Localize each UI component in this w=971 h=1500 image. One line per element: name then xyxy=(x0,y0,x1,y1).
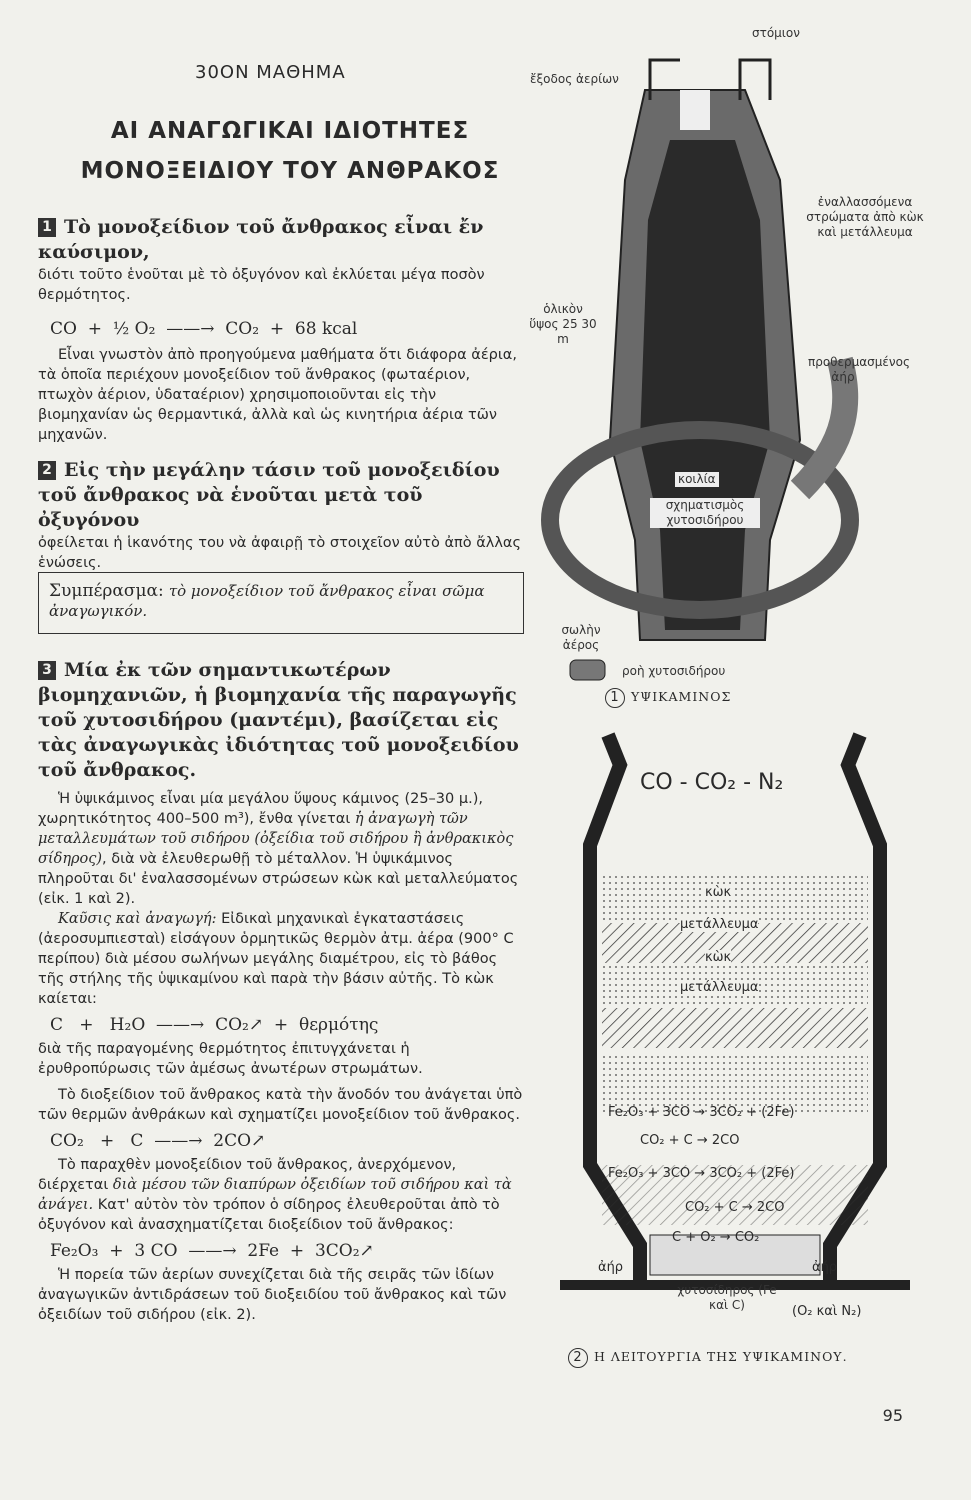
reaction-5: C + O₂ → CO₂ xyxy=(672,1230,760,1245)
lesson-number: 30ΟΝ ΜΑΘΗΜΑ xyxy=(195,62,346,83)
section-3-paragraph-4: Τὸ διοξείδιον τοῦ ἄνθρακος κατὰ τὴν ἄνοδόν του ἀνάγεται ὑπὸ τῶν θερμῶν ἀνθράκων καὶ σχηματίζει μονοξείδιον τοῦ ἄνθρακος. xyxy=(38,1087,523,1123)
layer-coke-1 xyxy=(602,873,868,923)
section-1 xyxy=(38,215,526,445)
gas-mixture-label: CO - CO₂ - N₂ xyxy=(640,770,784,795)
reaction-4: CO₂ + C → 2CO xyxy=(685,1200,785,1215)
label-coke-1: κὼκ xyxy=(705,885,732,900)
label-gas-exit: ἔξοδος ἀερίων xyxy=(530,72,619,86)
conclusion-label: Συμπέρασμα: xyxy=(49,581,164,601)
conclusion-box xyxy=(38,572,524,634)
layer-ore-2 xyxy=(602,1008,868,1048)
label-ore-1: μετάλλευμα xyxy=(680,917,759,932)
section-3-paragraph-1: Ἡ ὑψικάμινος εἶναι μία μεγάλου ὕψους κάμινος (25–30 μ.), χωρητικότητος 400–500 m³), ἔνθα γίνεται ἡ ἀναγωγὴ τῶν μεταλλευμάτων τοῦ σιδήρου (ὀξείδια τοῦ σιδήρου ἢ ἀνθρακικὸς σίδηρος), διὰ νὰ ἐλευθερωθῇ τὸ μέταλλον. Ἡ ὑψικάμινος πληροῦται δι' ἐναλασσομένων στρώσεων κὼκ καὶ μεταλλεύματος (εἰκ. 1 καὶ 2). xyxy=(38,791,519,907)
label-air-left: ἀήρ xyxy=(598,1260,624,1275)
label-ore-2: μετάλλευμα xyxy=(680,980,759,995)
section-3-paragraph-6: Ἡ πορεία τῶν ἀερίων συνεχίζεται διὰ τῆς σειρᾶς τῶν ἰδίων ἀναγωγικῶν ἀντιδράσεων τοῦ διοξειδίου τοῦ ἄνθρακος καὶ τῶν ὀξειδίων τοῦ σιδήρου (εἰκ. 2). xyxy=(38,1267,507,1323)
section-2-text: ὀφείλεται ἡ ἱκανότης του νὰ ἀφαιρῇ τὸ στοιχεῖον αὐτὸ ἀπὸ ἄλλας ἑνώσεις. xyxy=(38,535,522,571)
section-3-paragraph-3: διὰ τῆς παραγομένης θερμότητος ἐπιτυγχάνεται ἡ ἐρυθροπύρωσις τῶν ἀμέσως ἀνωτέρων στρωμάτων. xyxy=(38,1041,423,1077)
figure-number: 2 xyxy=(568,1348,588,1368)
section-3 xyxy=(38,658,526,1325)
section-3-heading: Μία ἐκ τῶν σημαντικωτέρων βιομηχανιῶν, ἡ βιομηχανία τῆς παραγωγῆς τοῦ χυτοσιδήρου (μαντέμι), βασίζεται εἰς τὰς ἀναγωγικὰς ἰδιότητας τοῦ μονοξειδίου τοῦ ἄνθρακος. xyxy=(38,659,519,781)
section-3-paragraph-2: Καῦσις καὶ ἀναγωγή: Εἰδικαὶ μηχανικαὶ ἐγκαταστάσεις (ἀεροσυμπιεσταὶ) εἰσάγουν ὁρμητικῶς θερμὸν ἀτμ. ἀέρα (900° C περίπου) διὰ μέσου σωλήνων μεγάλης διαμέτρου, εἰς τὸ βάθος τῆς στήλης τῆς ὑψικαμίνου καὶ παρὰ τὴν βάσιν αὐτῆς. Τὸ κὼκ καίεται: xyxy=(38,911,514,1007)
reaction-3: Fe₂O₃ + 3CO → 3CO₂ + (2Fe) xyxy=(608,1166,795,1181)
label-coke-2: κὼκ xyxy=(705,950,732,965)
label-cast-iron-flow: ροὴ χυτοσιδήρου xyxy=(622,664,726,678)
formula-co-combustion: CO + ½ O₂ ——→ CO₂ + 68 kcal xyxy=(50,319,358,339)
section-2 xyxy=(38,458,526,573)
section-number: 2 xyxy=(38,461,56,480)
label-alternating-layers: ἐναλλασσόμενα στρώματα ἀπὸ κὼκ καὶ μετάλλευμα xyxy=(806,195,924,239)
furnace-outline xyxy=(610,90,800,640)
label-stomion: στόμιον xyxy=(752,26,800,40)
page-title-line2: ΜΟΝΟΞΕΙΔΙΟΥ ΤΟΥ ΑΝΘΡΑΚΟΣ xyxy=(80,158,500,184)
page-number: 95 xyxy=(882,1406,903,1425)
page-title-line1: ΑΙ ΑΝΑΓΩΓΙΚΑΙ ΙΔΙΟΤΗΤΕΣ xyxy=(110,118,470,144)
section-number: 1 xyxy=(38,218,56,237)
label-air-pipe: σωλὴν ἀέρος xyxy=(561,623,601,652)
figure-number: 1 xyxy=(605,688,625,708)
label-air-right: ἀήρ xyxy=(812,1260,838,1275)
label-belly: κοιλία xyxy=(675,472,719,487)
ladle xyxy=(570,660,605,680)
section-1-heading: Τὸ μονοξείδιον τοῦ ἄνθρακος εἶναι ἔν καύσιμον, xyxy=(38,216,484,263)
section-1-text: διότι τοῦτο ἑνοῦται μὲ τὸ ὀξυγόνον καὶ ἐκλύεται μέγα ποσὸν θερμότητος. xyxy=(38,267,485,303)
label-cast-iron-formation: σχηματισμὸς χυτοσιδήρου xyxy=(650,498,760,528)
figure-2-caption: 2 Η ΛΕΙΤΟΥΡΓΙΑ ΤΗΣ ΥΨΙΚΑΜΙΝΟΥ. xyxy=(568,1348,848,1368)
section-3-paragraph-5: Τὸ παραχθὲν μονοξείδιον τοῦ ἄνθρακος, ἀνερχόμενον, διέρχεται διὰ μέσου τῶν διαπύρων ὀξειδίων τοῦ σιδήρου καὶ τὰ ἀνάγει. Κατ' αὐτὸν τὸν τρόπον ὁ σίδηρος ἐλευθεροῦται ἀπὸ τὸ ὀξυγόνον καὶ ἀνασχηματίζεται διοξείδιον τοῦ ἄνθρακος: xyxy=(38,1157,512,1233)
label-cast-iron: χυτοσίδηρος (Fe καὶ C) xyxy=(677,1283,777,1312)
formula-co2-reduction: CO₂ + C ——→ 2CO↗ xyxy=(50,1131,266,1151)
label-preheated-air: προθερμασμένος ἀήρ xyxy=(808,355,910,384)
conclusion-text: τὸ μονοξείδιον τοῦ ἄνθρακος εἶναι σῶμα ἀναγωγικόν. xyxy=(49,582,485,620)
section-2-heading: Εἰς τὴν μεγάλην τάσιν τοῦ μονοξειδίου τοῦ ἄνθρακος νὰ ἑνοῦται μετὰ τοῦ ὀξυγόνου xyxy=(38,459,500,531)
formula-coke: C + H₂O ——→ CO₂↗ + θερμότης xyxy=(50,1015,379,1035)
label-total-height: ὁλικὸν ὕψος 25 30 m xyxy=(529,302,597,346)
reaction-1: Fe₂O₃ + 3CO → 3CO₂ + (2Fe) xyxy=(608,1105,795,1120)
formula-iron-reduction: Fe₂O₃ + 3 CO ——→ 2Fe + 3CO₂↗ xyxy=(50,1241,374,1261)
section-number: 3 xyxy=(38,661,56,680)
section-1-paragraph: Εἶναι γνωστὸν ἀπὸ προηγούμενα μαθήματα ὅτι διάφορα ἀέρια, τὰ ὁποῖα περιέχουν μονοξείδιον τοῦ ἄνθρακος (φωταέριον, πτωχὸν ἀέριον, ὑδαταέριον) χρησιμοποιοῦνται εἰς τὴν βιομηχανίαν ὡς θερμαντικά, ἀλλὰ καὶ ὡς κινητήρια ἀέρια τῶν μηχανῶν. xyxy=(38,347,517,443)
reaction-2: CO₂ + C → 2CO xyxy=(640,1133,740,1148)
label-o2-n2: (O₂ καὶ N₂) xyxy=(792,1304,862,1319)
figure-1-caption: 1 ΥΨΙΚΑΜΙΝΟΣ xyxy=(605,688,731,708)
